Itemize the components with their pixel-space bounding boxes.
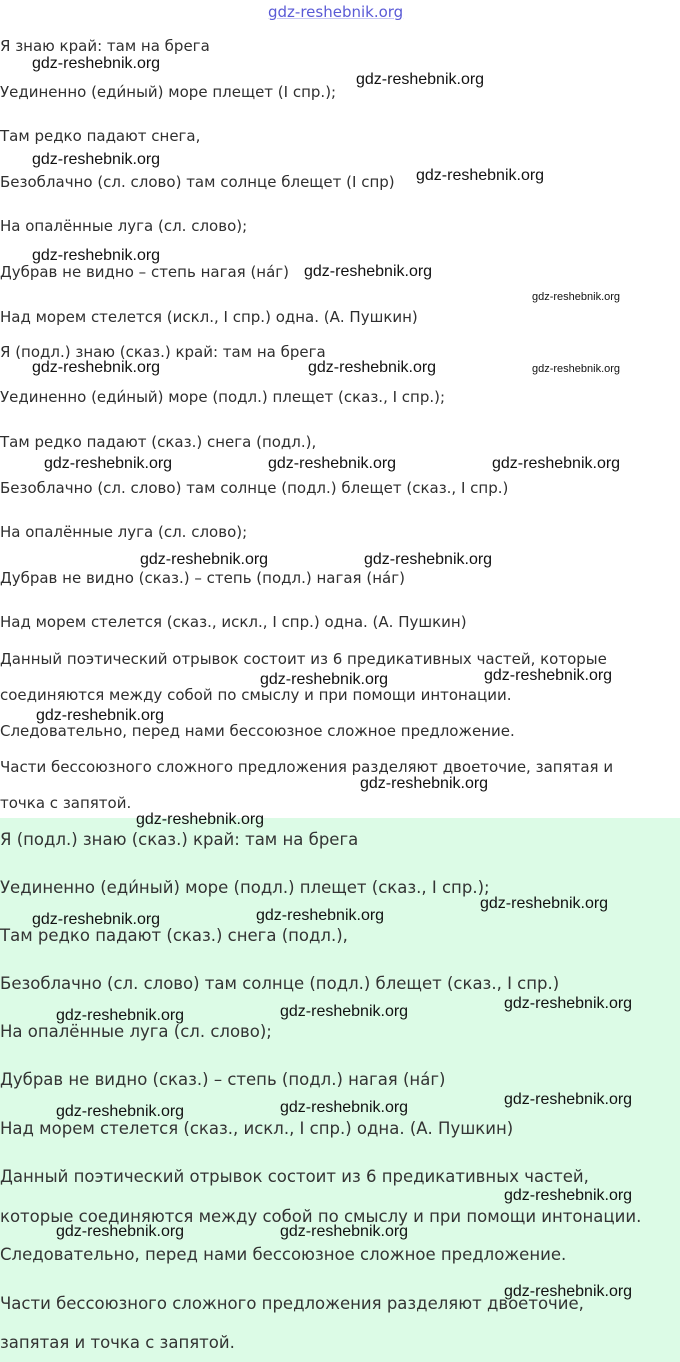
- poem-line-2: Уединенно (еди́ный) море плещет (I спр.);: [0, 83, 337, 101]
- parsed-line-6: Дубрав не видно (сказ.) – степь (подл.) нагая (на́г): [0, 569, 405, 587]
- poem-line-3: Там редко падают снега,: [0, 127, 201, 145]
- parsed-line-4: Безоблачно (сл. слово) там солнце (подл.) блещет (сказ., I спр.): [0, 479, 509, 497]
- answer-line-2: Уединенно (еди́ный) море (подл.) плещет (сказ., I спр.);: [0, 878, 490, 897]
- poem-line-4: Безоблачно (сл. слово) там солнце блещет (I спр): [0, 173, 395, 191]
- watermark: gdz-reshebnik.org: [56, 1103, 185, 1120]
- answer-line-8: Данный поэтический отрывок состоит из 6 предикативных частей,: [0, 1167, 589, 1186]
- watermark: gdz-reshebnik.org: [136, 811, 265, 828]
- watermark: gdz-reshebnik.org: [532, 291, 621, 303]
- watermark: gdz-reshebnik.org: [364, 551, 493, 568]
- answer-line-5: На опалённые луга (сл. слово);: [0, 1022, 272, 1041]
- watermark: gdz-reshebnik.org: [532, 363, 621, 375]
- watermark: gdz-reshebnik.org: [360, 775, 489, 792]
- watermark: gdz-reshebnik.org: [140, 551, 269, 568]
- parsed-line-3: Там редко падают (сказ.) снега (подл.),: [0, 433, 317, 451]
- watermark: gdz-reshebnik.org: [256, 907, 385, 924]
- watermark: gdz-reshebnik.org: [504, 1091, 633, 1108]
- answer-line-1: Я (подл.) знаю (сказ.) край: там на брега: [0, 830, 359, 849]
- watermark: gdz-reshebnik.org: [308, 359, 437, 376]
- explanation-line-4: Части бессоюзного сложного предложения разделяют двоеточие, запятая и: [0, 758, 614, 776]
- answer-line-7: Над морем стелется (сказ., искл., I спр.) одна. (А. Пушкин): [0, 1119, 514, 1138]
- watermark: gdz-reshebnik.org: [504, 1283, 633, 1300]
- parsed-line-5: На опалённые луга (сл. слово);: [0, 523, 248, 541]
- watermark: gdz-reshebnik.org: [280, 1003, 409, 1020]
- watermark: gdz-reshebnik.org: [492, 455, 621, 472]
- watermark: gdz-reshebnik.org: [356, 71, 485, 88]
- watermark: gdz-reshebnik.org: [56, 1223, 185, 1240]
- watermark: gdz-reshebnik.org: [32, 911, 161, 928]
- explanation-line-1: Данный поэтический отрывок состоит из 6 предикативных частей, которые: [0, 650, 607, 668]
- watermark: gdz-reshebnik.org: [416, 167, 545, 184]
- watermark: gdz-reshebnik.org: [44, 455, 173, 472]
- watermark: gdz-reshebnik.org: [504, 1187, 633, 1204]
- watermark: gdz-reshebnik.org: [32, 55, 161, 72]
- answer-line-4: Безоблачно (сл. слово) там солнце (подл.) блещет (сказ., I спр.): [0, 974, 560, 993]
- watermark: gdz-reshebnik.org: [32, 151, 161, 168]
- answer-line-9: которые соединяются между собой по смыслу и при помощи интонации.: [0, 1207, 642, 1226]
- poem-line-7: Над морем стелется (искл., I спр.) одна. (А. Пушкин): [0, 308, 418, 326]
- answer-line-3: Там редко падают (сказ.) снега (подл.),: [0, 926, 348, 945]
- parsed-line-2: Уединенно (еди́ный) море (подл.) плещет (сказ., I спр.);: [0, 388, 446, 406]
- watermark: gdz-reshebnik.org: [480, 895, 609, 912]
- poem-line-1: Я знаю край: там на брега: [0, 37, 210, 55]
- watermark: gdz-reshebnik.org: [268, 455, 397, 472]
- watermark: gdz-reshebnik.org: [260, 671, 389, 688]
- watermark: gdz-reshebnik.org: [504, 995, 633, 1012]
- poem-line-6: Дубрав не видно – степь нагая (на́г): [0, 263, 290, 281]
- parsed-line-1: Я (подл.) знаю (сказ.) край: там на брега: [0, 343, 326, 361]
- poem-line-5: На опалённые луга (сл. слово);: [0, 217, 248, 235]
- watermark: gdz-reshebnik.org: [36, 707, 165, 724]
- watermark: gdz-reshebnik.org: [280, 1223, 409, 1240]
- explanation-line-5: точка с запятой.: [0, 794, 132, 812]
- watermark: gdz-reshebnik.org: [304, 263, 433, 280]
- watermark: gdz-reshebnik.org: [484, 667, 613, 684]
- explanation-line-3: Следовательно, перед нами бессоюзное сложное предложение.: [0, 722, 515, 740]
- answer-line-12: запятая и точка с запятой.: [0, 1333, 235, 1352]
- watermark: gdz-reshebnik.org: [32, 359, 161, 376]
- answer-line-6: Дубрав не видно (сказ.) – степь (подл.) нагая (на́г): [0, 1070, 446, 1089]
- explanation-line-2: соединяются между собой по смыслу и при помощи интонации.: [0, 686, 512, 704]
- watermark: gdz-reshebnik.org: [56, 1007, 185, 1024]
- site-link[interactable]: gdz-reshebnik.org: [268, 3, 404, 21]
- watermark: gdz-reshebnik.org: [32, 247, 161, 264]
- answer-line-11: Части бессоюзного сложного предложения разделяют двоеточие,: [0, 1294, 584, 1313]
- parsed-line-7: Над морем стелется (сказ., искл., I спр.) одна. (А. Пушкин): [0, 613, 467, 631]
- answer-line-10: Следовательно, перед нами бессоюзное сложное предложение.: [0, 1245, 567, 1264]
- watermark: gdz-reshebnik.org: [280, 1099, 409, 1116]
